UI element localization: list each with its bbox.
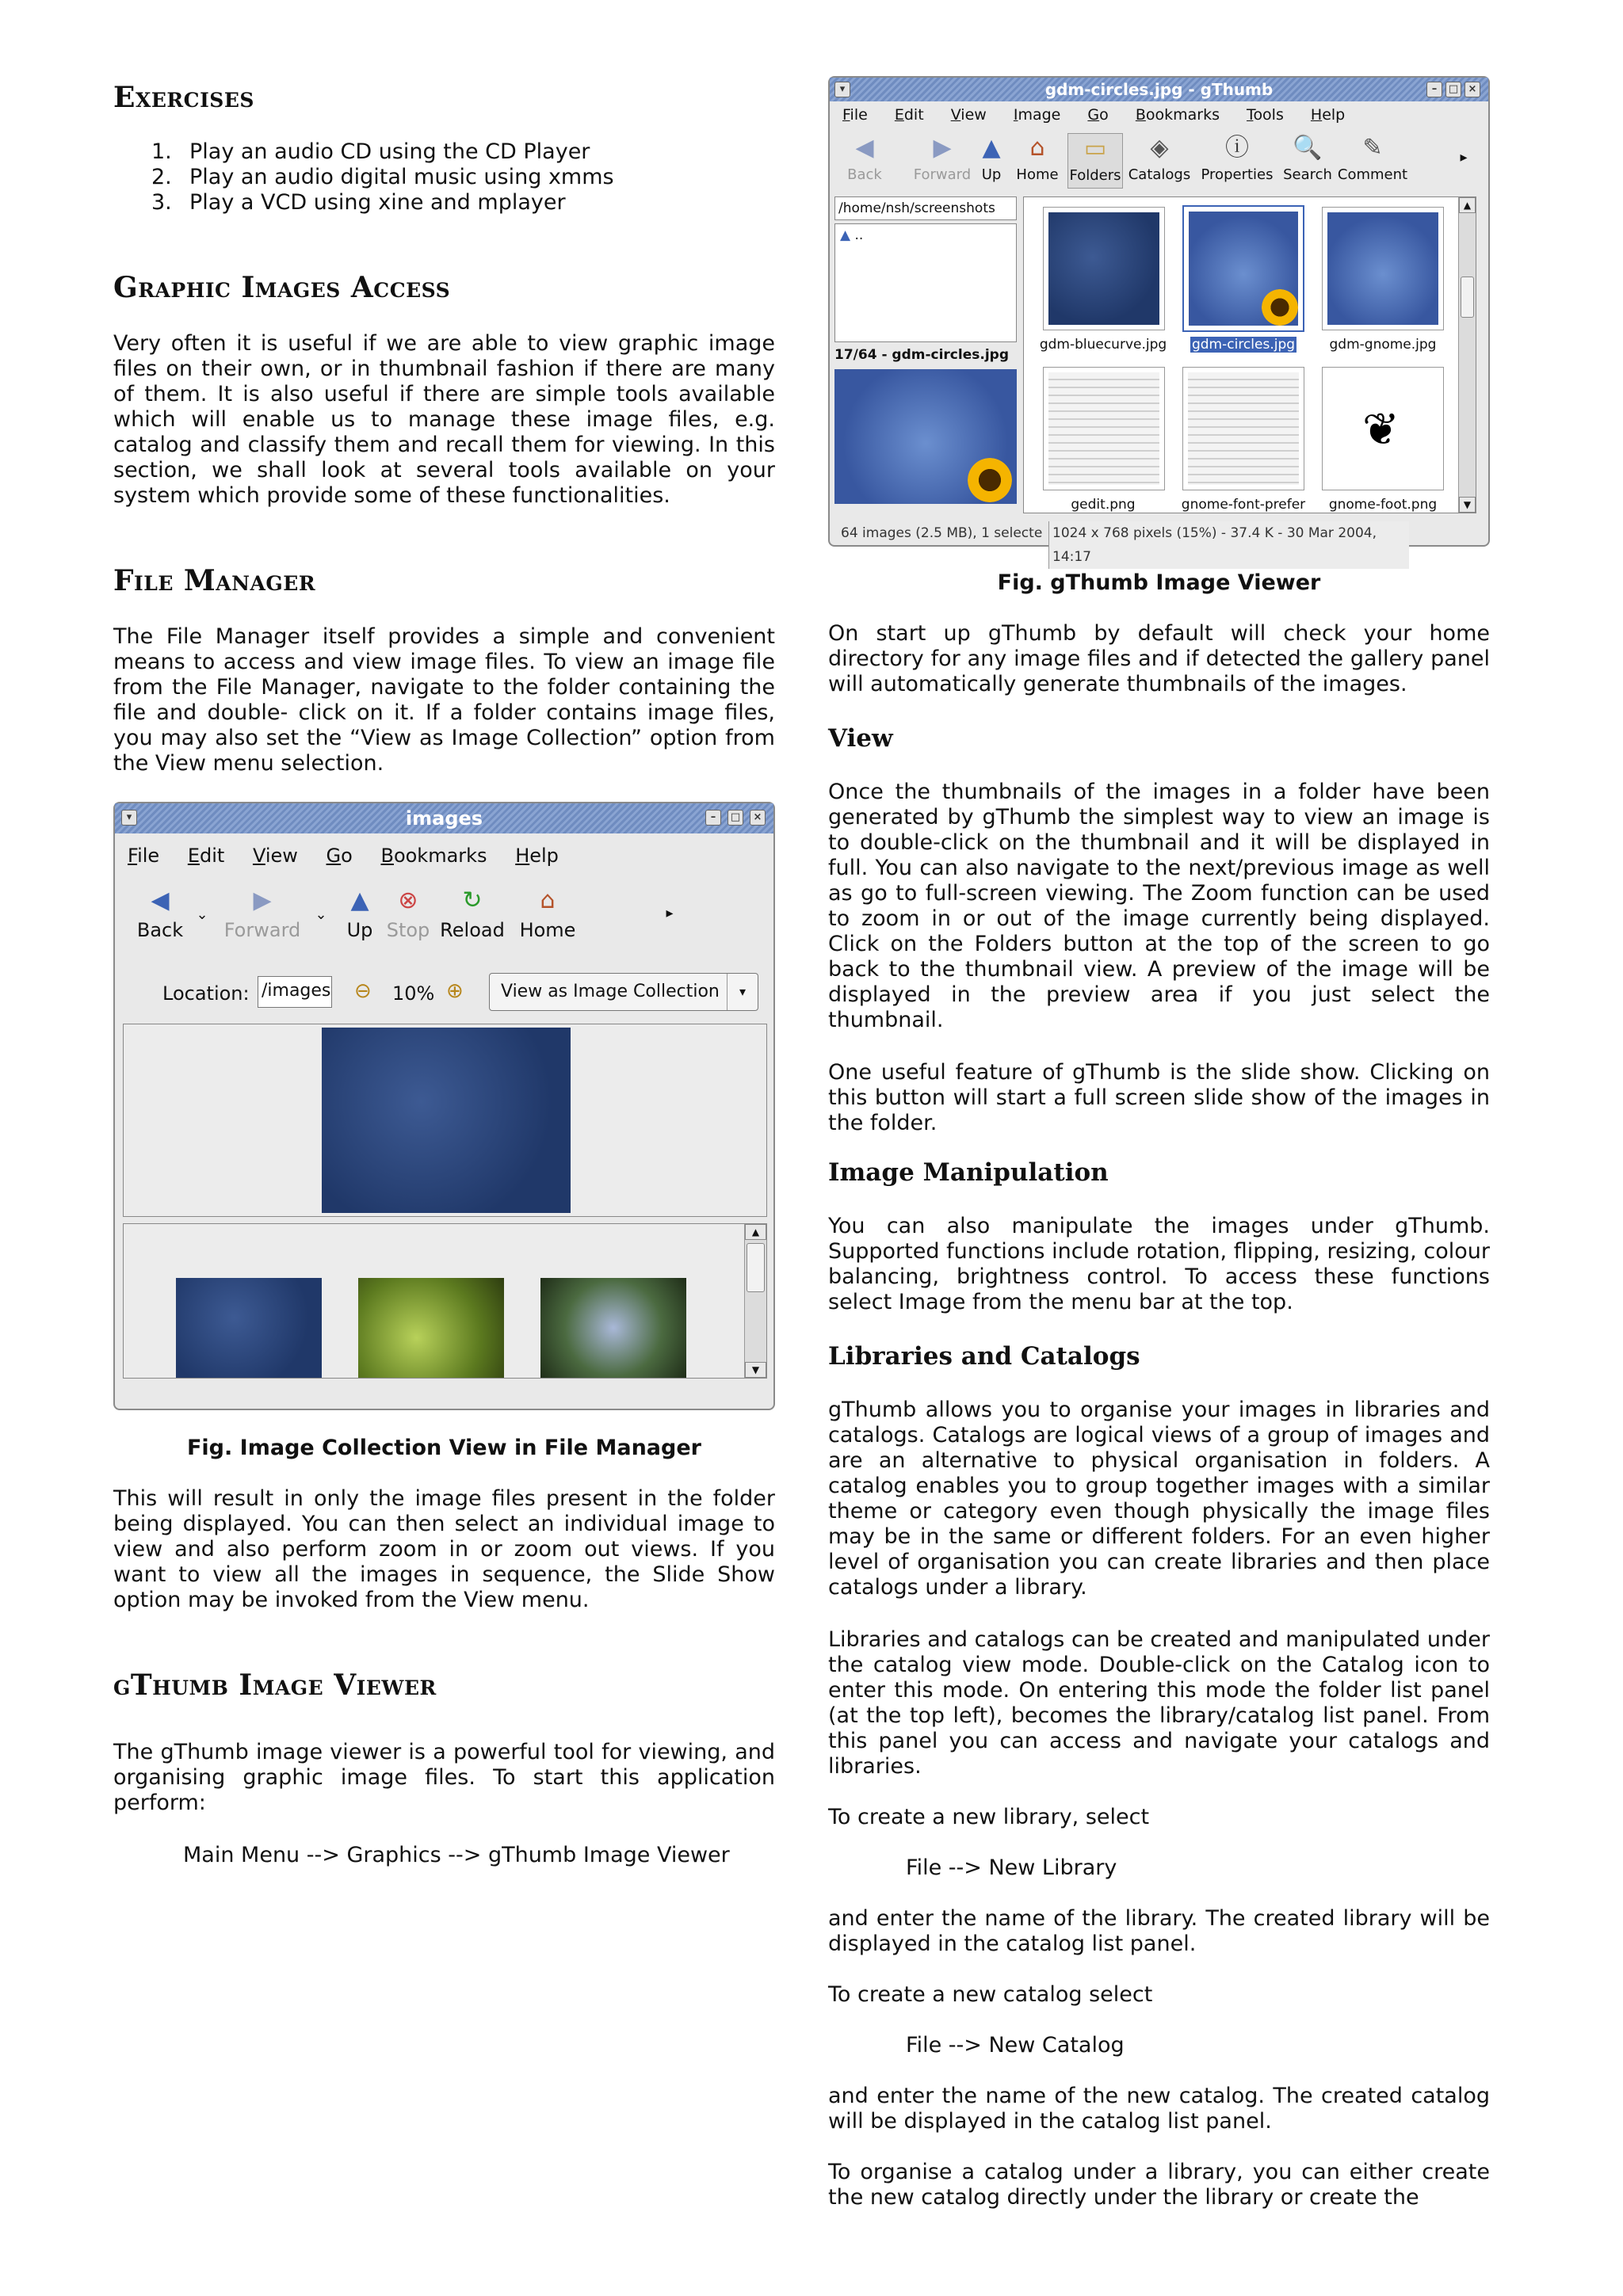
up-arrow-icon: ▲ [982, 134, 1001, 162]
scroll-down-icon[interactable]: ▼ [745, 1362, 766, 1378]
menu-go[interactable]: Go [1087, 106, 1109, 124]
window-menu-button[interactable]: ▾ [121, 810, 137, 826]
folder-list[interactable] [834, 223, 1017, 342]
status-count: 64 images (2.5 MB), 1 selecte [841, 525, 1043, 541]
window-titlebar [115, 803, 773, 833]
gthumb-figure-caption: Fig. gThumb Image Viewer [997, 570, 1321, 595]
menu-bar [830, 103, 1488, 127]
sunflower-icon [968, 458, 1012, 502]
catalogs-button[interactable]: ◈ Catalogs [1128, 134, 1191, 183]
file-manager-heading: File Manager [113, 564, 316, 597]
forward-arrow-icon: ▶ [933, 134, 952, 162]
catalog-icon: ◈ [1150, 134, 1169, 162]
view-heading: View [828, 724, 893, 753]
preview-pane [123, 1024, 767, 1217]
scroll-up-icon[interactable]: ▲ [745, 1224, 766, 1240]
libraries-body-6: and enter the name of the new catalog. The created catalog will be displayed in the catalog list panel. [828, 2084, 1490, 2134]
thumbnail-image [1048, 212, 1159, 325]
chevron-down-icon: ⌄ [196, 906, 208, 923]
location-label: Location: [162, 982, 250, 1005]
chevron-right-icon: ▸ [666, 905, 674, 921]
new-catalog-command: File --> New Catalog [906, 2033, 1125, 2058]
stop-button[interactable]: ⊗ Stop [384, 887, 432, 941]
thumbnail[interactable] [1322, 207, 1444, 330]
up-arrow-icon: ▲ [350, 887, 369, 914]
menu-bar [115, 838, 773, 873]
status-bar [830, 521, 1488, 565]
back-arrow-icon: ◀ [151, 887, 170, 914]
forward-button[interactable]: ▶ Forward [913, 134, 972, 183]
thumbnail-pane [123, 1223, 767, 1379]
comment-icon: ✎ [1362, 134, 1383, 162]
close-button[interactable]: × [750, 810, 766, 826]
menu-tools[interactable]: Tools [1247, 106, 1284, 124]
scrollbar[interactable] [1458, 197, 1476, 513]
manipulation-heading: Image Manipulation [828, 1158, 1109, 1187]
thumbnail[interactable] [1043, 367, 1165, 490]
menu-view[interactable]: View [950, 106, 987, 124]
toolbar [115, 883, 773, 962]
preview-image [322, 1028, 571, 1213]
forward-button[interactable]: ▶ Forward [223, 887, 301, 941]
up-button[interactable]: ▲ Up [340, 887, 380, 941]
thumbnail[interactable] [1322, 367, 1444, 490]
status-image-info: 1024 x 768 pixels (15%) - 37.4 K - 30 Mar 2004, 14:17 [1048, 521, 1409, 569]
libraries-body-4: and enter the name of the library. The created library will be displayed in the catalog list panel. [828, 1906, 1490, 1956]
libraries-body-3: To create a new library, select [828, 1805, 1150, 1829]
home-icon: ⌂ [1029, 134, 1045, 162]
thumbnail-label: gnome-font-prefer [1181, 497, 1306, 513]
preview-label: 17/64 - gdm-circles.jpg [834, 347, 1009, 363]
exercises-list [151, 139, 614, 215]
menu-bookmarks[interactable]: Bookmarks [1135, 106, 1220, 124]
forward-arrow-icon: ▶ [253, 887, 272, 914]
search-button[interactable]: 🔍 Search [1280, 135, 1335, 183]
thumbnail-image[interactable] [176, 1278, 322, 1378]
toolbar-overflow-button[interactable] [662, 905, 678, 921]
comment-button[interactable]: ✎ Comment [1337, 134, 1408, 183]
home-icon: ⌂ [540, 887, 556, 914]
reload-icon: ↻ [462, 887, 483, 914]
location-bar [115, 968, 773, 1019]
maximize-button[interactable]: □ [727, 810, 743, 826]
close-button[interactable]: × [1465, 82, 1480, 97]
thumbnail-image [1327, 212, 1438, 325]
graphic-images-body: Very often it is useful if we are able to view graphic image files on their own, or in thumbnail fashion if there are many of them. It is also useful if there are simple tools available which will enable us to manage these image files, e.g. catalog and classify them and recall them for viewing. In this section, we shall look at several tools available on your system which provide some of these functionalities. [113, 331, 775, 508]
thumbnail-image [1048, 372, 1159, 485]
menu-go[interactable]: Go [326, 845, 353, 867]
file-manager-body: The File Manager itself provides a simple and convenient means to access and view image files. To view an image file from the File Manager, navigate to the folder containing the file and double- click on it. If a folder contains image files, you may also set the “View as Image Collection” option from the View menu selection. [113, 624, 775, 776]
sunflower-icon [1262, 289, 1298, 326]
thumbnail-image[interactable] [358, 1278, 504, 1378]
back-arrow-icon: ◀ [855, 134, 874, 162]
search-icon: 🔍 [1293, 134, 1323, 162]
location-input[interactable]: /images [258, 976, 332, 1008]
up-arrow-icon: ▲ [840, 227, 855, 243]
home-button[interactable]: ⌂ Home [516, 887, 579, 941]
menu-edit[interactable]: Edit [187, 845, 225, 867]
scroll-thumb[interactable] [747, 1243, 765, 1292]
menu-image[interactable]: Image [1013, 106, 1061, 124]
menu-file[interactable]: File [128, 845, 160, 867]
gthumb-window [828, 76, 1490, 565]
thumbnail-label: gnome-foot.png [1328, 497, 1438, 513]
thumbnail-image [1327, 372, 1438, 485]
back-button[interactable]: ◀ Back [841, 135, 888, 183]
menu-bookmarks[interactable]: Bookmarks [380, 845, 487, 867]
scrollbar[interactable] [744, 1224, 766, 1378]
properties-button[interactable]: ⓘ Properties [1199, 135, 1275, 183]
chevron-right-icon: ▸ [1460, 149, 1468, 166]
toolbar [830, 133, 1488, 192]
back-history-button[interactable] [194, 906, 210, 923]
view-mode-select[interactable]: View as Image Collection ▾ [489, 973, 758, 1011]
maximize-button[interactable]: □ [1445, 82, 1461, 97]
thumbnail-image [1188, 372, 1299, 485]
fm-figure-caption: Fig. Image Collection View in File Manager [186, 1436, 701, 1460]
window-menu-button[interactable]: ▾ [834, 82, 850, 97]
reload-button[interactable]: ↻ Reload [438, 887, 506, 941]
path-field[interactable]: /home/nsh/screenshots [834, 196, 1017, 220]
thumbnail-image [1189, 212, 1298, 326]
view-body-1: Once the thumbnails of the images in a folder have been generated by gThumb the simplest way to view an image is to double-click on the thumbnail and it will be displayed in full. You can also navigate to the next/previous image as well as go to full-screen viewing. The Zoom function can be used to zoom in or out of the image currently being displayed. Click on the Folders button at the top of the screen to go back to the thumbnail view. A preview of the image will be displayed in the preview area if you just select the thumbnail. [828, 780, 1490, 1032]
list-item: 1. Play an audio CD using the CD Player [151, 139, 590, 164]
list-item: 2. Play an audio digital music using xmms [151, 165, 614, 189]
thumbnail-label-selected: gdm-circles.jpg [1191, 337, 1296, 353]
exercises-heading: Exercises [113, 81, 254, 114]
stop-icon: ⊗ [398, 887, 418, 914]
home-button[interactable]: ⌂ Home [1014, 135, 1061, 183]
thumbnail-image[interactable] [540, 1278, 686, 1378]
scroll-up-icon[interactable]: ▲ [1459, 197, 1476, 213]
thumbnail-selected[interactable] [1182, 205, 1304, 332]
libraries-body-7: To organise a catalog under a library, you can either create the new catalog directly under the library or create the [828, 2160, 1490, 2210]
parent-dir-item[interactable]: ▲ .. [840, 227, 864, 243]
libraries-body-5: To create a new catalog select [828, 1982, 1153, 2007]
thumbnail[interactable] [1043, 207, 1165, 330]
chevron-down-icon: ⌄ [315, 906, 327, 923]
zoom-level: 10% [392, 982, 435, 1005]
minimize-button[interactable]: – [705, 810, 721, 826]
scroll-thumb[interactable] [1461, 277, 1474, 318]
thumbnail-label: gedit.png [1071, 497, 1136, 513]
window-title: gdm-circles.jpg - gThumb [1044, 80, 1274, 99]
new-library-command: File --> New Library [906, 1855, 1117, 1880]
minimize-button[interactable]: – [1426, 82, 1442, 97]
chevron-down-icon: ▾ [727, 974, 758, 1010]
menu-help[interactable]: Help [1310, 106, 1346, 124]
gthumb-command: Main Menu --> Graphics --> gThumb Image Viewer [183, 1843, 730, 1867]
thumbnail-grid [1023, 196, 1476, 513]
file-manager-window [113, 802, 775, 1410]
gnome-foot-icon: ❦ [1362, 404, 1400, 456]
forward-history-button[interactable] [313, 906, 329, 923]
preview-image [834, 369, 1017, 504]
menu-view[interactable]: View [252, 845, 298, 867]
thumbnail[interactable] [1182, 367, 1304, 490]
list-item: 3. Play a VCD using xine and mplayer [151, 190, 566, 215]
up-button[interactable]: ▲ Up [976, 135, 1007, 183]
manipulation-body: You can also manipulate the images under gThumb. Supported functions include rotation, flipping, resizing, colour balancing, brightness control. To access these functions select Image from the menu bar at the top. [828, 1214, 1490, 1314]
gthumb-heading: gThumb Image Viewer [113, 1669, 437, 1702]
file-manager-after: This will result in only the image files present in the folder being displayed. You can then select an individual image to view and also perform zoom in or zoom out views. If you want to view all the images in sequence, the Slide Show option may be invoked from the View menu. [113, 1486, 775, 1612]
zoom-out-icon[interactable]: ⊖ [354, 979, 372, 1003]
menu-help[interactable]: Help [515, 845, 559, 867]
view-body-2: One useful feature of gThumb is the slide show. Clicking on this button will start a full screen slide show of the images in the folder. [828, 1060, 1490, 1135]
folder-icon: ▭ [1083, 135, 1107, 162]
gthumb-body: The gThumb image viewer is a powerful tool for viewing, and organising graphic image files. To start this application perform: [113, 1740, 775, 1815]
toolbar-overflow-button[interactable] [1456, 149, 1472, 166]
libraries-heading: Libraries and Catalogs [828, 1342, 1140, 1371]
libraries-body-1: gThumb allows you to organise your images in libraries and catalogs. Catalogs are logical views of a group of images and are an alternative to physical organisation in folders. A catalog enables you to group together images with a similar theme or category even though physically the image files may be in the same or different folders. For an even higher level of organisation you can create libraries and then place catalogs under a library. [828, 1398, 1490, 1600]
menu-file[interactable]: File [842, 106, 868, 124]
graphic-images-heading: Graphic Images Access [113, 271, 451, 304]
folders-button[interactable]: ▭ Folders [1067, 133, 1123, 189]
thumbnail-label: gdm-bluecurve.jpg [1039, 337, 1167, 353]
zoom-in-icon[interactable]: ⊕ [446, 979, 464, 1003]
window-titlebar [830, 78, 1488, 101]
scroll-down-icon[interactable]: ▼ [1459, 497, 1476, 513]
menu-edit[interactable]: Edit [894, 106, 924, 124]
window-title: images [405, 807, 483, 830]
gthumb-intro: On start up gThumb by default will check your home directory for any image files and if detected the gallery panel will automatically generate thumbnails of the images. [828, 621, 1490, 696]
thumbnail-label: gdm-gnome.jpg [1329, 337, 1437, 353]
back-button[interactable]: ◀ Back [132, 887, 188, 941]
libraries-body-2: Libraries and catalogs can be created and manipulated under the catalog view mode. Double-click on the Catalog icon to enter this mode. On entering this mode the folder list panel (at the top left), becomes the library/catalog list panel. From this panel you can access and navigate your catalogs and libraries. [828, 1627, 1490, 1779]
properties-icon: ⓘ [1225, 134, 1249, 162]
